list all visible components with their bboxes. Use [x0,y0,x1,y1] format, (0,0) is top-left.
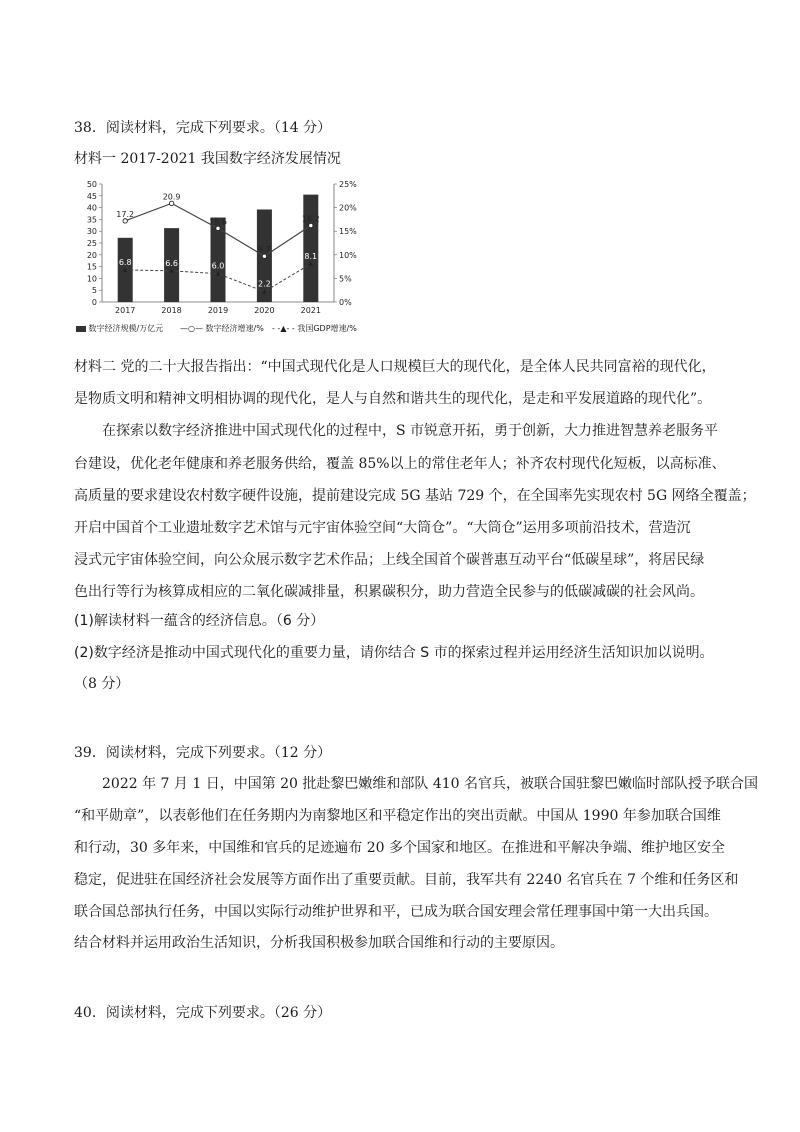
legend-gdp-swatch: - -▲- - [272,324,295,333]
y-right-tick-label: 10% [339,250,357,260]
digital-economy-chart [72,176,372,316]
y-left-tick-label: 10 [86,274,97,284]
bar [303,195,318,302]
y-left-tick-label: 40 [86,203,97,213]
legend-growth-swatch: —○— [180,324,203,333]
y-left-tick-label: 35 [86,215,97,225]
q40-heading: 40．阅读材料，完成下列要求。（26 分） [74,1005,332,1021]
gdp-data-label: 6.8 [118,257,132,267]
para-line-3: 高质量的要求建设农村数字硬件设施，提前建设完成 5G 基站 729 个，在全国率先实现农村 5G 网络全覆盖； [74,488,756,504]
para-line-1: 在探索以数字经济推进中国式现代化的过程中，S 市锐意开拓，勇于创新，大力推进智慧养老服务平 [102,423,719,439]
q39-heading: 39．阅读材料，完成下列要求。（12 分） [74,745,332,761]
legend-bar-label: 数字经济规模/万亿元 [88,324,164,333]
y-right-tick-label: 25% [339,180,357,189]
growth-data-label: 15.6 [209,217,227,227]
legend-gdp-label: 我国GDP增速/% [297,324,357,333]
legend-gdp [272,323,357,334]
x-tick-label: 2017 [115,306,136,315]
material1-title: 材料一 2017-2021 我国数字经济发展情况 [74,151,341,167]
q39-line-1: 2022 年 7 月 1 日，中国第 20 批赴黎巴嫩维和部队 410 名官兵，被联合国驻黎巴嫩临时部队授予联合国 [102,776,759,792]
q39-line-2: “和平勋章”，以表彰他们在任务期内为南黎地区和平稳定作出的突出贡献。中国从 1990 年参加联合国维 [74,808,721,824]
growth-data-label: 9.7 [258,245,271,255]
y-left-tick-label: 45 [86,191,97,201]
q38-sub2: (2)数字经济是推动中国式现代化的重要力量，请你结合 S 市的探索过程并运用经济生活知识加以说明。 [74,645,714,661]
growth-data-label: 16.2 [301,214,320,224]
q39-line-4: 稳定，促进驻在国经济社会发展等方面作出了重要贡献。目前，我军共有 2240 名官兵在 7 个维和任务区和 [74,872,739,888]
q38-sub2-score: （8 分） [74,676,130,692]
y-right-tick-label: 0% [339,298,352,307]
q38-sub1: (1)解读材料一蕴含的经济信息。（6 分） [74,613,325,629]
growth-data-label: 20.9 [162,192,181,202]
x-tick-label: 2020 [254,306,275,315]
legend-bar-swatch [76,326,86,332]
para-line-6: 色出行等行为核算成相应的二氧化碳减排量，积累碳积分，助力营造全民参与的低碳减碳的社会风尚。 [74,584,704,600]
gdp-data-label: 8.1 [304,251,318,261]
growth-point [169,201,173,205]
x-tick-label: 2019 [207,306,229,315]
y-left-tick-label: 30 [86,227,97,237]
para-line-5: 浸式元宇宙体验空间，向公众展示数字艺术作品；上线全国首个碳普惠互动平台“低碳星球”，将居民绿 [74,552,705,568]
y-right-tick-label: 15% [339,227,357,237]
gdp-data-label: 6.0 [211,261,225,271]
material2-line-1: 材料二 党的二十大报告指出：“中国式现代化是人口规模巨大的现代化，是全体人民共同富裕的现代化， [74,359,716,375]
q39-line-5: 联合国总部执行任务，中国以实际行动维护世界和平，已成为联合国安理会常任理事国中第一大出兵国。 [74,904,718,920]
growth-data-label: 17.2 [116,209,135,219]
material2-line-2: 是物质文明和精神文明相协调的现代化，是人与自然和谐共生的现代化，是走和平发展道路的现代化”。 [74,391,712,407]
y-left-tick-label: 5 [91,286,97,296]
q39-line-6: 结合材料并运用政治生活知识，分析我国积极参加联合国维和行动的主要原因。 [74,935,564,951]
y-right-tick-label: 20% [339,203,357,213]
y-left-tick-label: 15 [86,262,97,272]
growth-point [123,219,127,223]
legend-bar [76,323,163,334]
gdp-data-label: 6.6 [165,258,178,268]
y-left-tick-label: 50 [86,180,97,189]
q39-line-3: 和行动，30 多年来，中国维和官兵的足迹遍布 20 多个国家和地区。在推进和平解决争端、维护地区安全 [74,840,725,856]
para-line-2: 台建设，优化老年健康和养老服务供给，覆盖 85%以上的常住老年人；补齐农村现代化短板，以高标准、 [74,456,726,472]
y-right-tick-label: 5% [339,274,352,284]
x-tick-label: 2021 [300,306,321,315]
q38-heading: 38．阅读材料，完成下列要求。（14 分） [74,120,332,136]
growth-point [309,223,313,227]
y-left-tick-label: 25 [86,239,97,248]
legend-growth-label: 数字经济增速/% [205,324,264,333]
para-line-4: 开启中国首个工业遗址数字艺术馆与元宇宙体验空间“大筒仓”。“大筒仓”运用多项前沿技术，营造沉 [74,520,691,536]
gdp-data-label: 2.2 [258,279,271,289]
y-left-tick-label: 0 [91,298,97,307]
y-left-tick-label: 20 [86,250,97,260]
growth-point [262,254,266,258]
growth-point [216,226,220,230]
legend-growth [180,323,264,334]
x-tick-label: 2018 [161,306,182,315]
